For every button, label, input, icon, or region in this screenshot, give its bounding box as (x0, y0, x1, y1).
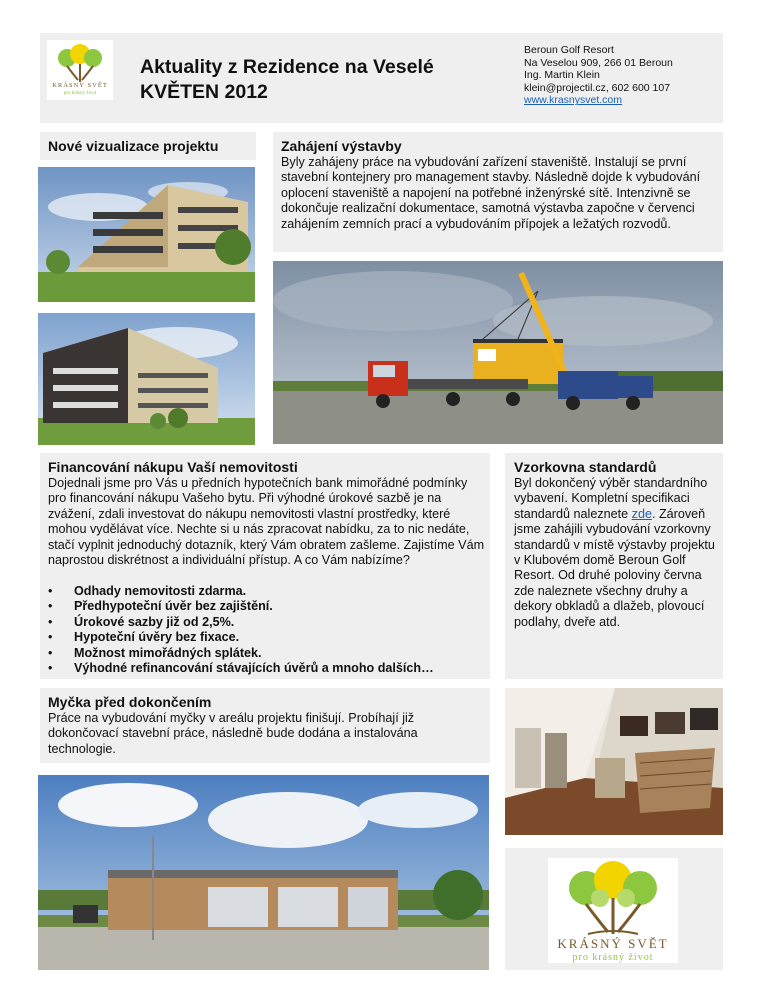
contact-company: Beroun Golf Resort (524, 44, 614, 56)
header-logo-name: KRÁSNÝ SVĚT (52, 82, 108, 89)
tree-logo-icon (548, 858, 678, 938)
page-title (140, 55, 434, 105)
footer-logo-tagline: pro krásný život (572, 952, 654, 963)
contact-block (524, 44, 673, 107)
visualization-image-2 (38, 313, 255, 445)
visualization-image-1 (38, 167, 255, 302)
footer-logo-name: KRÁSNÝ SVĚT (557, 936, 669, 951)
benefit-item: • Možnost mimořádných splátek. (48, 646, 488, 661)
footer-logo (548, 858, 678, 963)
specification-link[interactable]: zde (631, 506, 652, 521)
header-logo (47, 40, 113, 100)
benefit-item: • Výhodné refinancování stávajících úvěrů a mnoho dalších… (48, 661, 488, 676)
benefit-item: • Úrokové sazby již od 2,5%. (48, 615, 488, 630)
financovani-text: Dojednali jsme pro Vás u předních hypotečních bank mimořádné podmínky pro financování nákupu Vašeho bytu. Při výhodné úrokové sazbě je na zvážení, zdali investovat do nákupu nemovitosti vlastní prostředky, které mohou vydělávat více. Nechte si u nás zpracovat nabídku, za to nic nedáte, stačí vyplnit jednoduchý dotazník, který Vám obratem zašleme. Zajistíme Vám naprostou diskrétnost a individuální přístup. A co Vám nabízíme? (48, 476, 485, 568)
carwash-photo (38, 775, 489, 970)
showroom-photo (505, 688, 723, 835)
benefit-item: • Odhady nemovitosti zdarma. (48, 584, 488, 599)
vzorkovna-text (514, 476, 719, 630)
zahajeni-title: Zahájení výstavby (281, 138, 402, 154)
financovani-title: Financování nákupu Vaší nemovitosti (48, 459, 298, 475)
vzorkovna-text-after: . Zároveň jsme zahájili vybudování vzorkovny standardů v místě výstavby projektu v Klubovém domě Beroun Golf Resort. Od druhé poloviny června zde naleznete všechny druhy a dekory obkladů a dlažeb, plovoucí podlahy, dveře atd. (514, 506, 715, 629)
vizualizace-title: Nové vizualizace projektu (48, 138, 219, 154)
vzorkovna-text-before: Byl dokončený výběr standardního vybavení. Kompletní specifikaci standardů naleznete (514, 476, 708, 521)
construction-photo (273, 261, 723, 444)
header-logo-tagline: pro krásný život (63, 91, 97, 96)
mycka-text: Práce na vybudování myčky v areálu projektu finišují. Probíhají již dokončovací stavební práce, následně bude dodána a instalována technologie. (48, 711, 418, 756)
mycka-title: Myčka před dokončením (48, 694, 212, 710)
contact-address: Na Veselou 909, 266 01 Beroun (524, 56, 673, 69)
benefit-item: • Předhypoteční úvěr bez zajištění. (48, 599, 488, 614)
zahajeni-text: Byly zahájeny práce na vybudování zařízení staveniště. Instalují se první stavební kontejnery pro management stavby. Následně dojde k vybudování oplocení staveniště a napojení na potřebné inženýrské sítě. Intenzivně se dokončuje realizační dokumentace, samotná výstavba započne v červenci zahájením zemních prací a vybudováním přípojek a ležatých rozvodů. (281, 155, 701, 231)
financovani-benefits-list (48, 584, 488, 676)
page-title-line2: KVĚTEN 2012 (140, 81, 268, 103)
benefit-item: • Hypoteční úvěry bez fixace. (48, 630, 488, 645)
vzorkovna-title: Vzorkovna standardů (514, 459, 657, 475)
contact-person: Ing. Martin Klein (524, 69, 600, 82)
page-title-line1: Aktuality z Rezidence na Veselé (140, 56, 434, 78)
website-link[interactable]: www.krasnysvet.com (524, 94, 623, 107)
contact-email-phone: klein@projectil.cz, 602 600 107 (524, 81, 671, 94)
